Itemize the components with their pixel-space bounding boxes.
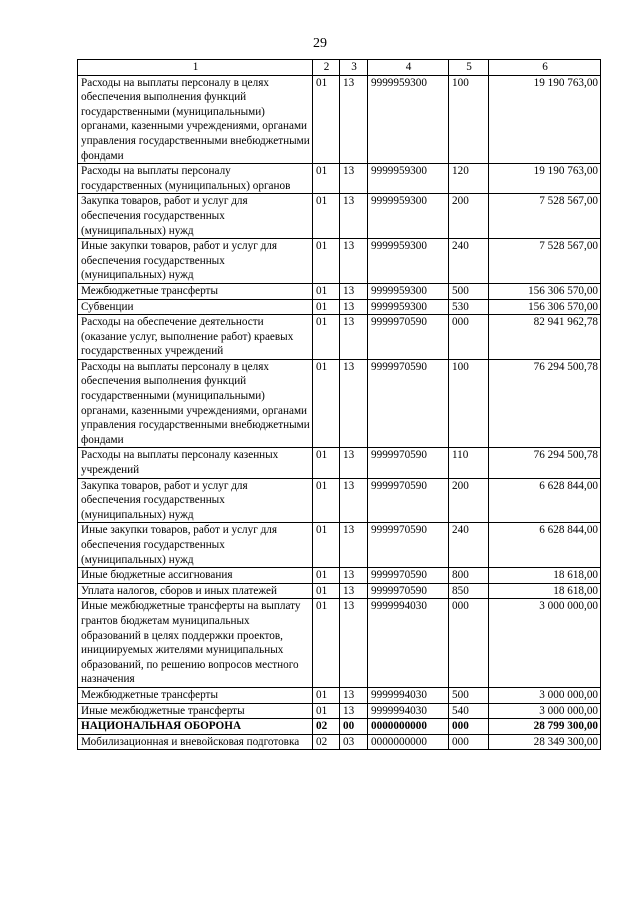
row-target-article-code: 9999994030 (368, 703, 449, 719)
row-expense-type-code: 850 (449, 583, 489, 599)
row-expense-type-code: 100 (449, 359, 489, 448)
header-col-6: 6 (489, 60, 601, 76)
row-target-article-code: 0000000000 (368, 719, 449, 735)
row-section-code: 01 (313, 478, 340, 523)
row-target-article-code: 9999959300 (368, 239, 449, 284)
table-row (78, 568, 601, 584)
row-target-article-code: 9999970590 (368, 448, 449, 478)
row-target-article-code: 9999970590 (368, 523, 449, 568)
row-section-code: 01 (313, 164, 340, 194)
table-row (78, 283, 601, 299)
row-subsection-code: 13 (340, 568, 368, 584)
row-name: Расходы на выплаты персоналу в целях обеспечения выполнения функций государственными (муниципальными) органами, казенными учреждениями, органами управления государственными внебюджетными фондами (78, 75, 313, 164)
table-row (78, 164, 601, 194)
row-section-code: 01 (313, 315, 340, 360)
row-target-article-code: 9999970590 (368, 359, 449, 448)
row-expense-type-code: 000 (449, 315, 489, 360)
row-subsection-code: 13 (340, 359, 368, 448)
row-amount: 3 000 000,00 (489, 599, 601, 688)
row-section-code: 02 (313, 734, 340, 750)
row-section-code: 01 (313, 359, 340, 448)
row-amount: 3 000 000,00 (489, 703, 601, 719)
row-amount: 6 628 844,00 (489, 523, 601, 568)
table-row (78, 703, 601, 719)
row-expense-type-code: 000 (449, 719, 489, 735)
row-expense-type-code: 200 (449, 194, 489, 239)
row-subsection-code: 13 (340, 299, 368, 315)
row-amount: 18 618,00 (489, 583, 601, 599)
row-amount: 3 000 000,00 (489, 687, 601, 703)
row-subsection-code: 13 (340, 583, 368, 599)
table-row (78, 359, 601, 448)
row-name: НАЦИОНАЛЬНАЯ ОБОРОНА (78, 719, 313, 735)
row-target-article-code: 9999970590 (368, 315, 449, 360)
page-number: 29 (313, 36, 327, 51)
row-expense-type-code: 240 (449, 239, 489, 284)
table-header-row (78, 60, 601, 76)
row-amount: 156 306 570,00 (489, 283, 601, 299)
row-section-code: 01 (313, 194, 340, 239)
row-section-code: 01 (313, 239, 340, 284)
row-name: Закупка товаров, работ и услуг для обеспечения государственных (муниципальных) нужд (78, 194, 313, 239)
row-amount: 76 294 500,78 (489, 359, 601, 448)
row-amount: 82 941 962,78 (489, 315, 601, 360)
row-name: Иные закупки товаров, работ и услуг для обеспечения государственных (муниципальных) нужд (78, 523, 313, 568)
row-amount: 7 528 567,00 (489, 194, 601, 239)
row-target-article-code: 0000000000 (368, 734, 449, 750)
row-target-article-code: 9999959300 (368, 75, 449, 164)
row-name: Субвенции (78, 299, 313, 315)
row-amount: 6 628 844,00 (489, 478, 601, 523)
table-row (78, 687, 601, 703)
row-section-code: 01 (313, 568, 340, 584)
header-col-1: 1 (78, 60, 313, 76)
row-subsection-code: 13 (340, 75, 368, 164)
header-col-3: 3 (340, 60, 368, 76)
table-row (78, 599, 601, 688)
row-expense-type-code: 540 (449, 703, 489, 719)
row-name: Расходы на выплаты персоналу казенных учреждений (78, 448, 313, 478)
table-row (78, 239, 601, 284)
row-name: Расходы на выплаты персоналу государственных (муниципальных) органов (78, 164, 313, 194)
row-section-code: 02 (313, 719, 340, 735)
row-amount: 19 190 763,00 (489, 75, 601, 164)
row-subsection-code: 13 (340, 315, 368, 360)
row-name: Иные межбюджетные трансферты (78, 703, 313, 719)
row-subsection-code: 00 (340, 719, 368, 735)
row-expense-type-code: 110 (449, 448, 489, 478)
row-amount: 18 618,00 (489, 568, 601, 584)
row-name: Межбюджетные трансферты (78, 283, 313, 299)
row-section-code: 01 (313, 299, 340, 315)
row-expense-type-code: 240 (449, 523, 489, 568)
row-subsection-code: 13 (340, 239, 368, 284)
table-row (78, 194, 601, 239)
row-amount: 28 349 300,00 (489, 734, 601, 750)
row-subsection-code: 03 (340, 734, 368, 750)
row-name: Расходы на обеспечение деятельности (оказание услуг, выполнение работ) краевых государственных учреждений (78, 315, 313, 360)
row-section-code: 01 (313, 703, 340, 719)
row-target-article-code: 9999994030 (368, 599, 449, 688)
row-name: Закупка товаров, работ и услуг для обеспечения государственных (муниципальных) нужд (78, 478, 313, 523)
row-section-code: 01 (313, 448, 340, 478)
row-target-article-code: 9999994030 (368, 687, 449, 703)
header-col-4: 4 (368, 60, 449, 76)
row-subsection-code: 13 (340, 164, 368, 194)
table-row (78, 315, 601, 360)
row-name: Расходы на выплаты персоналу в целях обеспечения выполнения функций государственными (муниципальными) органами, казенными учреждениями, органами управления государственными внебюджетными фондами (78, 359, 313, 448)
row-expense-type-code: 530 (449, 299, 489, 315)
row-amount: 28 799 300,00 (489, 719, 601, 735)
row-name: Мобилизационная и вневойсковая подготовка (78, 734, 313, 750)
row-amount: 19 190 763,00 (489, 164, 601, 194)
row-amount: 7 528 567,00 (489, 239, 601, 284)
row-name: Иные межбюджетные трансферты на выплату грантов бюджетам муниципальных образований в целях поддержки проектов, инициируемых жителями муниципальных образований, по решению вопросов местного назначения (78, 599, 313, 688)
row-name: Межбюджетные трансферты (78, 687, 313, 703)
row-target-article-code: 9999959300 (368, 283, 449, 299)
row-section-code: 01 (313, 75, 340, 164)
row-expense-type-code: 000 (449, 734, 489, 750)
row-name: Уплата налогов, сборов и иных платежей (78, 583, 313, 599)
row-amount: 156 306 570,00 (489, 299, 601, 315)
row-target-article-code: 9999959300 (368, 164, 449, 194)
row-name: Иные бюджетные ассигнования (78, 568, 313, 584)
row-subsection-code: 13 (340, 703, 368, 719)
table-row (78, 478, 601, 523)
row-amount: 76 294 500,78 (489, 448, 601, 478)
row-expense-type-code: 100 (449, 75, 489, 164)
table-row (78, 299, 601, 315)
row-section-code: 01 (313, 523, 340, 568)
row-subsection-code: 13 (340, 687, 368, 703)
row-expense-type-code: 120 (449, 164, 489, 194)
row-section-code: 01 (313, 599, 340, 688)
row-expense-type-code: 000 (449, 599, 489, 688)
table-row (78, 734, 601, 750)
budget-table-body (78, 60, 601, 750)
row-target-article-code: 9999959300 (368, 299, 449, 315)
row-target-article-code: 9999970590 (368, 478, 449, 523)
row-target-article-code: 9999970590 (368, 568, 449, 584)
row-target-article-code: 9999959300 (368, 194, 449, 239)
budget-table (77, 59, 601, 750)
row-target-article-code: 9999970590 (368, 583, 449, 599)
table-row (78, 523, 601, 568)
row-expense-type-code: 500 (449, 283, 489, 299)
row-subsection-code: 13 (340, 523, 368, 568)
row-expense-type-code: 500 (449, 687, 489, 703)
row-expense-type-code: 800 (449, 568, 489, 584)
row-section-code: 01 (313, 687, 340, 703)
row-expense-type-code: 200 (449, 478, 489, 523)
header-col-2: 2 (313, 60, 340, 76)
table-row (78, 583, 601, 599)
row-subsection-code: 13 (340, 478, 368, 523)
header-col-5: 5 (449, 60, 489, 76)
row-subsection-code: 13 (340, 194, 368, 239)
row-subsection-code: 13 (340, 599, 368, 688)
row-name: Иные закупки товаров, работ и услуг для обеспечения государственных (муниципальных) нужд (78, 239, 313, 284)
table-row (78, 448, 601, 478)
table-row (78, 719, 601, 735)
table-row (78, 75, 601, 164)
row-subsection-code: 13 (340, 448, 368, 478)
row-section-code: 01 (313, 583, 340, 599)
row-section-code: 01 (313, 283, 340, 299)
row-subsection-code: 13 (340, 283, 368, 299)
